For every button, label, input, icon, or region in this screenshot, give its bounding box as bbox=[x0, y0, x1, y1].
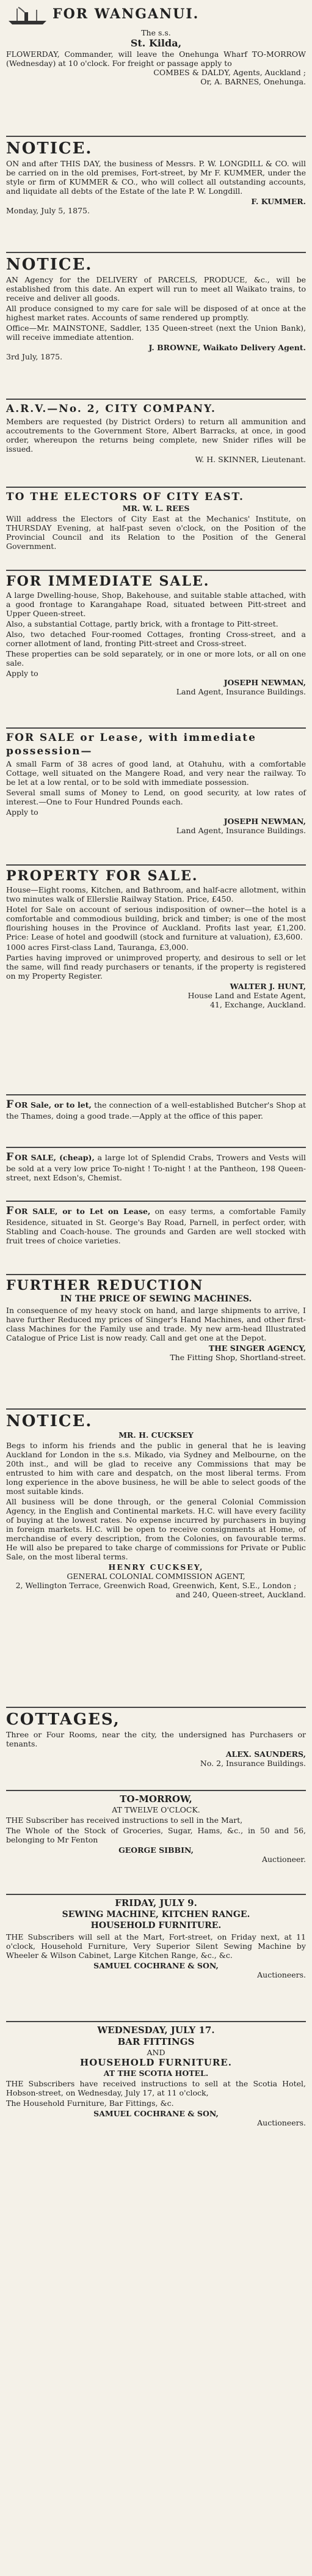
ad-title: ROPERTY FOR SALE. bbox=[17, 868, 198, 884]
ad-body: Three or Four Rooms, near the city, the undersigned has Purchasers or tenants. bbox=[6, 1730, 306, 1748]
ship-header bbox=[6, 6, 306, 26]
ad-notice-browne bbox=[6, 253, 306, 400]
sale-heading: WEDNESDAY, JULY 17. bbox=[97, 2025, 215, 2036]
ad-signature-2: Auctioneers. bbox=[257, 2118, 306, 2127]
title-letter: F bbox=[6, 1151, 15, 1163]
title-letter: P bbox=[6, 868, 18, 884]
ad-title: OR SALE, or to Let on Lease, bbox=[15, 1207, 151, 1216]
ad-title: OR IMMEDIATE SALE. bbox=[16, 573, 210, 589]
ship-icon bbox=[6, 6, 49, 26]
ad-signature-3: 2, Wellington Terrace, Greenwich Road, Greenwich, Kent, S.E., London ; bbox=[15, 1581, 297, 1590]
ad-signature-2: Land Agent, Insurance Buildings. bbox=[176, 826, 306, 835]
ad-sewing-reduction bbox=[6, 1275, 306, 1410]
ad-electors bbox=[6, 488, 306, 571]
ad-body-1: THE Subscribers have received instructions to sell at the Scotia Hotel, Hobson-street, on Wednesday, July 17, at 11 o'clock, bbox=[6, 2079, 306, 2097]
ad-body-1: A small Farm of 38 acres of good land, at Otahuhu, with a comfortable Cottage, well situated on the Mangere Road, and very near the railway. To be let at a low rental, or to be sold with immediate possession. bbox=[6, 759, 306, 787]
ad-body-4: These properties can be sold separately, or in one or more lots, or all on one sale. bbox=[6, 649, 306, 668]
ad-date: 3rd July, 1875. bbox=[6, 352, 63, 361]
sale-heading-4: HOUSEHOLD FURNITURE. bbox=[80, 2057, 232, 2068]
ad-signature-2: House Land and Estate Agent, bbox=[187, 991, 306, 1000]
sale-heading-2: BAR FITTINGS bbox=[117, 2036, 195, 2047]
ad-signature-4: and 240, Queen-street, Auckland. bbox=[176, 1590, 306, 1599]
ad-body-2: The Whole of the Stock of Groceries, Sugar, Hams, &c., in 50 and 56, belonging to Mr Fenton bbox=[6, 1826, 306, 1844]
ad-title: OR SALE, (cheap), bbox=[15, 1153, 95, 1162]
ad-title: OTTAGES, bbox=[20, 1710, 120, 1729]
ad-signature-3: 41, Exchange, Auckland. bbox=[209, 1000, 306, 1009]
ad-body: FLOWERDAY, Commander, will leave the Onehunga Wharf TO-MORROW (Wednesday) at 10 o'clock. For freight or passage apply to bbox=[6, 50, 306, 68]
ad-subtitle: MR. W. L. REES bbox=[122, 504, 190, 513]
ad-signature-2: Auctioneer. bbox=[261, 1855, 306, 1864]
ad-body-2: The Household Furniture, Bar Fittings, &c. bbox=[6, 2099, 174, 2108]
ad-butcher-shop bbox=[6, 1095, 306, 1148]
ad-body-1: Begs to inform his friends and the public in general that he is leaving Auckland for London in the s.s. Mikado, via Sydney and Melbourne, on the 20th inst., and will be glad to receive any Commissions that may be entrusted to him with care and despatch, on the most liberal terms. From long experience in the above business, he will be able to select goods of the most suitable kinds. bbox=[6, 1441, 306, 1496]
title-letter: T bbox=[6, 491, 15, 503]
ad-wanganui bbox=[6, 4, 306, 137]
ad-signature: SAMUEL COCHRANE & SON, bbox=[93, 1961, 219, 1970]
ad-signature: J. BROWNE, Waikato Delivery Agent. bbox=[148, 343, 306, 352]
ad-cottages bbox=[6, 1708, 306, 1791]
title-letter: C bbox=[6, 1710, 20, 1729]
ad-body: THE Subscribers will sell at the Mart, Fort-street, on Friday next, at 11 o'clock, Household Furniture, Very Superior Silent Sewing Machine by Wheeler & Wilson Cabinet, Large Kitchen Range, &c., &c. bbox=[6, 1932, 306, 1960]
ad-title: OTICE. bbox=[21, 139, 93, 158]
ad-signature: JOSEPH NEWMAN, bbox=[223, 678, 306, 687]
ad-signature: GEORGE SIBBIN, bbox=[118, 1846, 194, 1855]
ad-body-1: THE Subscriber has received instructions to sell in the Mart, bbox=[6, 1816, 243, 1825]
ad-body-3: Office—Mr. MAINSTONE, Saddler, 135 Queen-street (next the Union Bank), will receive immediate attention. bbox=[6, 323, 306, 342]
ad-signature-2: No. 2, Insurance Buildings. bbox=[200, 1759, 306, 1768]
ship-intro: The s.s. bbox=[141, 28, 171, 37]
ad-signature-2: Auctioneers. bbox=[257, 1970, 306, 1979]
sale-heading-3: HOUSEHOLD FURNITURE. bbox=[90, 1921, 222, 1930]
agent-1: COMBES & DALDY, Agents, Auckland ; bbox=[153, 68, 306, 77]
ad-body: Will address the Electors of City East at the Mechanics' Institute, on THURSDAY Evening, at half-past seven o'clock, on the Position of the Provincial Council and its Relation to the Position of the General Government. bbox=[6, 514, 306, 551]
ad-title: OTICE. bbox=[21, 256, 93, 274]
ad-body-1: AN Agency for the DELIVERY of PARCELS, PRODUCE, &c., will be established from this date. An expert will run to meet all Waikato trains, to receive and deliver all goods. bbox=[6, 275, 306, 303]
title-letter: F bbox=[6, 573, 17, 589]
ad-sale-lease-farm bbox=[6, 729, 306, 866]
ad-signature: ALEX. SAUNDERS, bbox=[225, 1750, 306, 1759]
ad-apply: Apply to bbox=[6, 669, 38, 678]
sale-heading-2: SEWING MACHINE, KITCHEN RANGE. bbox=[62, 1910, 250, 1919]
ad-family-residence bbox=[6, 1202, 306, 1275]
ad-title: O THE ELECTORS OF CITY EAST. bbox=[15, 491, 244, 503]
ad-sibbin-sale bbox=[6, 1791, 306, 1895]
sale-heading: TO-MORROW, bbox=[120, 1794, 192, 1805]
title-letter: F bbox=[6, 1205, 15, 1217]
sale-time: AT TWELVE O'CLOCK. bbox=[112, 1805, 200, 1814]
ad-body: a large lot of Splendid Crabs, Trowers and Vests will be sold at a very low price To-night ! To-night ! at the Pantheon, 198 Queen-street, next Edson's, Chemist. bbox=[6, 1153, 306, 1182]
sale-heading: FRIDAY, JULY 9. bbox=[115, 1897, 197, 1908]
ad-title: OR WANGANUI. bbox=[63, 6, 200, 22]
ad-notice-kummer bbox=[6, 137, 306, 253]
title-letter: N bbox=[6, 139, 22, 158]
ad-body: on easy terms, a comfortable Family Residence, situated in St. George's Bay Road, Parnell, in perfect order, with Stabling and Coach-house. The grounds and Garden are well stocked with fruit trees of choice varieties. bbox=[6, 1207, 306, 1245]
ad-title: OR Sale, or to let, bbox=[15, 1100, 92, 1110]
ad-signature-2: Land Agent, Insurance Buildings. bbox=[176, 687, 306, 696]
ad-cucksey bbox=[6, 1410, 306, 1708]
title-letter: F bbox=[53, 6, 63, 22]
agent-2: Or, A. BARNES, Onehunga. bbox=[200, 77, 306, 86]
ad-title: OTICE. bbox=[21, 1412, 93, 1430]
ad-friday-sale bbox=[6, 1895, 306, 2022]
ad-body-2: All business will be done through, or the general Colonial Commission Agency, in the English and Continental markets. H.C. will have every facility of buying at the lowest rates. No expense incurred by purchasers in buying in foreign markets. H.C. will be open to receive consignments at Home, of merchandise of every description, from the Colonies, on favourable terms. He will also be prepared to take charge of commissions for Private or Public Sale, on the most liberal terms. bbox=[6, 1497, 306, 1561]
ad-body-3: 1000 acres First-class Land, Tauranga, £3,000. bbox=[6, 943, 189, 952]
ad-arv bbox=[6, 400, 306, 488]
ad-signature: HENRY CUCKSEY, bbox=[108, 1562, 204, 1572]
sale-heading-5: AT THE SCOTIA HOTEL. bbox=[103, 2069, 209, 2078]
ad-body-2: All produce consigned to my care for sale will be disposed of at once at the highest market rates. Accounts of same rendered up promptly. bbox=[6, 304, 306, 322]
ad-title: .R.V.—No. 2, CITY COMPANY. bbox=[15, 403, 216, 415]
ad-title: OR SALE or Lease, with immediate possession— bbox=[6, 732, 256, 757]
ad-cheap-lot bbox=[6, 1148, 306, 1202]
ad-signature: WALTER J. HUNT, bbox=[230, 982, 306, 991]
ad-title: URTHER REDUCTION bbox=[16, 1278, 204, 1294]
title-letter: F bbox=[6, 732, 15, 744]
ad-body-1: A large Dwelling-house, Shop, Bakehouse, and suitable stable attached, with a good frontage to Karangahape Road, situated between Pitt-street and Upper Queen-street. bbox=[6, 591, 306, 618]
ad-subtitle: MR. H. CUCKSEY bbox=[118, 1430, 194, 1440]
ad-body: In consequence of my heavy stock on hand, and large shipments to arrive, I have further Reduced my prices of Singer's Hand Machines, and other first-class Machines for the Family use and trade. My new arm-head Illustrated Catalogue of Price List is now ready. Call and get one at the Depot. bbox=[6, 1306, 306, 1342]
sale-heading-3: AND bbox=[147, 2048, 165, 2057]
ad-signature: JOSEPH NEWMAN, bbox=[223, 817, 306, 826]
title-letter: A bbox=[6, 403, 16, 415]
title-letter: F bbox=[6, 1098, 15, 1111]
ad-signature: W. H. SKINNER, Lieutenant. bbox=[195, 455, 306, 464]
ad-subtitle: IN THE PRICE OF SEWING MACHINES. bbox=[60, 1294, 252, 1304]
title-letter: N bbox=[6, 256, 22, 274]
ad-property-sale bbox=[6, 866, 306, 1095]
ad-body-2: Hotel for Sale on account of serious indisposition of owner—the hotel is a comfortable and commodious building, brick and timber; is one of the most flourishing houses in the Province of Auckland. Profits last year, £1,200. Price: Lease of hotel and goodwill (stock and furniture at valuation), £3,600. bbox=[6, 905, 306, 941]
ad-body-4: Parties having improved or unimproved property, and desirous to sell or let the same, will find ready purchasers or tenants, if the property is registered on my Property Register. bbox=[6, 953, 306, 981]
title-letter: N bbox=[6, 1412, 22, 1430]
ad-body: the connection of a well-established Butcher's Shop at the Thames, doing a good trade.—Apply at the office of this paper. bbox=[6, 1100, 306, 1121]
ad-body: Members are requested (by District Orders) to return all ammunition and accoutrements to the Government Store, Albert Barracks, at once, in good order, whereupon the returns being complete, new Snider rifles will be issued. bbox=[6, 417, 306, 454]
ad-body-3: Also, two detached Four-roomed Cottages, fronting Cross-street, and a corner allotment of land, fronting Pitt-street and Cross-street. bbox=[6, 630, 306, 648]
ad-body: ON and after THIS DAY, the business of Messrs. P. W. LONGDILL & CO. will be carried on in the old premises, Fort-street, by Mr F. KUMMER, under the style or firm of KUMMER & CO., who will collect all outstanding accounts, and liquidate all debts of the Estate of the late P. W. Longdill. bbox=[6, 159, 306, 196]
ad-wednesday-sale bbox=[6, 2022, 306, 2187]
ad-body-1: House—Eight rooms, Kitchen, and Bathroom, and half-acre allotment, within two minutes walk of Ellerslie Railway Station. Price, £450. bbox=[6, 885, 306, 903]
ad-signature: THE SINGER AGENCY, bbox=[208, 1344, 306, 1353]
ad-signature-2: GENERAL COLONIAL COMMISSION AGENT, bbox=[67, 1572, 245, 1581]
ad-body-2: Also, a substantial Cottage, partly brick, with a frontage to Pitt-street. bbox=[6, 619, 278, 628]
ad-immediate-sale bbox=[6, 571, 306, 729]
ad-body-2: Several small sums of Money to Lend, on good security, at low rates of interest.—One to Four Hundred Pounds each. bbox=[6, 788, 306, 806]
ad-date: Monday, July 5, 1875. bbox=[6, 206, 90, 215]
ship-name: St. Kilda, bbox=[130, 37, 182, 49]
ad-apply: Apply to bbox=[6, 808, 38, 817]
ad-signature: SAMUEL COCHRANE & SON, bbox=[93, 2109, 219, 2118]
title-letter: F bbox=[6, 1278, 17, 1294]
ad-signature: F. KUMMER. bbox=[251, 197, 306, 206]
ad-signature-2: The Fitting Shop, Shortland-street. bbox=[170, 1353, 306, 1362]
